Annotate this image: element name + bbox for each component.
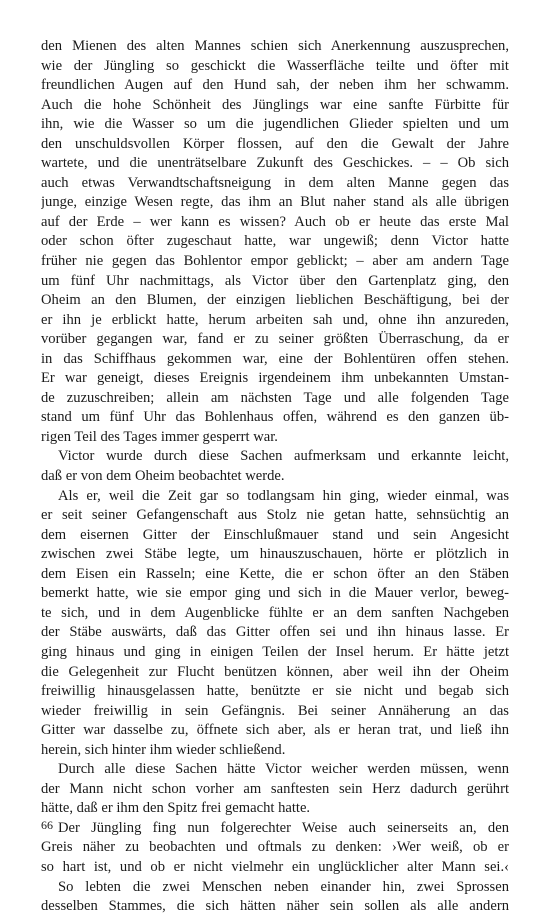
text-line: rigen Teil des Tages immer gesperrt war. — [41, 428, 278, 445]
text-line: wie der Jüngling so geschickt die Wasserfläche teilte und öfter mit — [41, 57, 509, 74]
text-line: den Mienen des alten Mannes schien sich Anerkennung auszusprechen, — [41, 38, 509, 54]
text-line: junge, einzige Wesen regte, das ihm an Blut naher stand als alle übrigen — [41, 194, 509, 211]
text-line: stand um fünf Uhr das Bohlenhaus offen, während es den ganzen üb- — [41, 409, 509, 426]
text-line: bemerkt hatte, wie sie empor ging und sich in die Mauer verlor, beweg- — [41, 585, 509, 602]
body-text — [41, 37, 509, 917]
text-line: Der Jüngling fing nun folgerechter Weise auch seinerseits an, den — [58, 819, 509, 836]
text-line: zwischen zwei Stäbe legte, um hinauszuschauen, hörte er plötzlich in — [41, 546, 509, 563]
text-line: er ihn je erblickt hatte, herum arbeiten sah und, ohne ihn anzureden, — [41, 311, 509, 328]
text-line: ging hinaus und ging in einigen Teilen der Insel herum. Er hätte jetzt — [41, 643, 509, 660]
text-line: Durch alle diese Sachen hätte Victor weicher werden müssen, wenn — [58, 761, 509, 778]
text-line: desselben Stammes, die sich hätten näher sein sollen als alle andern — [41, 898, 509, 915]
text-line: ihn, wie die Wasser so um die jugendlichen Glieder spielten und um — [41, 116, 509, 133]
text-line: früher nie gegen das Bohlentor empor geblickt; – aber am andern Tage — [41, 253, 509, 270]
text-line: Victor wurde durch diese Sachen aufmerksam und erkannte leicht, — [58, 448, 509, 465]
text-line: vorüber gegangen war, fand er zu seiner größten Überraschung, da er — [41, 331, 509, 348]
text-line: Gitter war dasselbe zu, öffnete sich aber, als er heran trat, und ließ ihn — [41, 722, 509, 739]
text-line: dem Eisen ein Rasseln; eine Kette, die er schon öfter an den Stäben — [41, 565, 509, 582]
text-line: auch etwas Verwandtschaftsneigung in dem alten Manne gegen das — [41, 174, 509, 191]
text-line: dem eisernen Gitter der Einschlußmauer stand und sein Angesicht — [41, 526, 509, 543]
text-line: auf der Erde – wer kann es wissen? Auch ob er heute das erste Mal — [41, 213, 509, 230]
text-line: Oheim an den Blumen, der einzigen lieblichen Beschäftigung, bei der — [41, 292, 509, 309]
text-line: wieder freiwillig in sein Gefängnis. Bei seiner Annäherung an das — [41, 702, 509, 719]
text-line: Er war geneigt, dieses Ereignis irgendeinem ihm unbekannten Umstan- — [41, 370, 509, 387]
text-line: daß er von dem Oheim beobachtet werde. — [41, 468, 285, 485]
text-line: so hart ist, und ob er nicht vielmehr ein unglücklicher alter Mann sei.‹ — [41, 858, 509, 875]
text-line: die Gelegenheit zur Flucht benützen können, aber weil ihn der Oheim — [41, 663, 509, 680]
text-line: um fünf Uhr nachmittags, als Victor über den Gartenplatz ging, den — [41, 272, 509, 289]
text-line: Greis näher zu beobachten und oftmals zu denken: ›Wer weiß, ob er — [41, 839, 509, 856]
text-line: wartete, und die unenträtselbare Zukunft des Geschickes. – – Ob sich — [41, 155, 509, 172]
text-line: er seit seiner Gefangenschaft aus Stolz nie getan hatte, sehnsüchtig an — [41, 507, 509, 524]
text-line: freiwillig hinausgelassen hatte, benützte er sie nicht und begab sich — [41, 683, 509, 700]
text-line: de zuzuschreiben; allein am nächsten Tage und alle folgenden Tage — [41, 389, 509, 406]
text-line: in das Schiffhaus gekommen war, eine der Bohlentüren offen stehen. — [41, 350, 509, 367]
text-line: hätte, daß er ihm den Spitz frei gemacht hatte. — [41, 800, 311, 817]
text-line: der Mann nicht schon vorher am sanftesten sein Herz dadurch gerührt — [41, 780, 509, 797]
text-line: oder schon öfter zugeschaut hatte, war ungewiß; denn Victor hatte — [41, 233, 509, 250]
text-line: den unschuldsvollen Körper flossen, auf den die Gewalt der Jahre — [41, 135, 509, 152]
text-line: freundlichen Augen auf den Hund sah, der neben ihm her schwamm. — [41, 77, 509, 94]
text-line: te sich, und in dem Augenblicke fühlte er an dem sanften Nachgeben — [41, 604, 509, 621]
text-line: Als er, weil die Zeit gar so todlangsam hin ging, wieder einmal, was — [58, 487, 509, 504]
page-number: 66 — [41, 818, 53, 832]
text-line: So lebten die zwei Menschen neben einander hin, zwei Sprossen — [58, 878, 509, 895]
text-line: Auch die hohe Schönheit des Jünglings war eine sanfte Fürbitte für — [41, 96, 509, 113]
text-line: der Stäbe auswärts, daß das Gitter offen sei und ihn hinaus lasse. Er — [41, 624, 509, 641]
text-line: herein, sich hinter ihm wieder schließend. — [41, 741, 286, 758]
